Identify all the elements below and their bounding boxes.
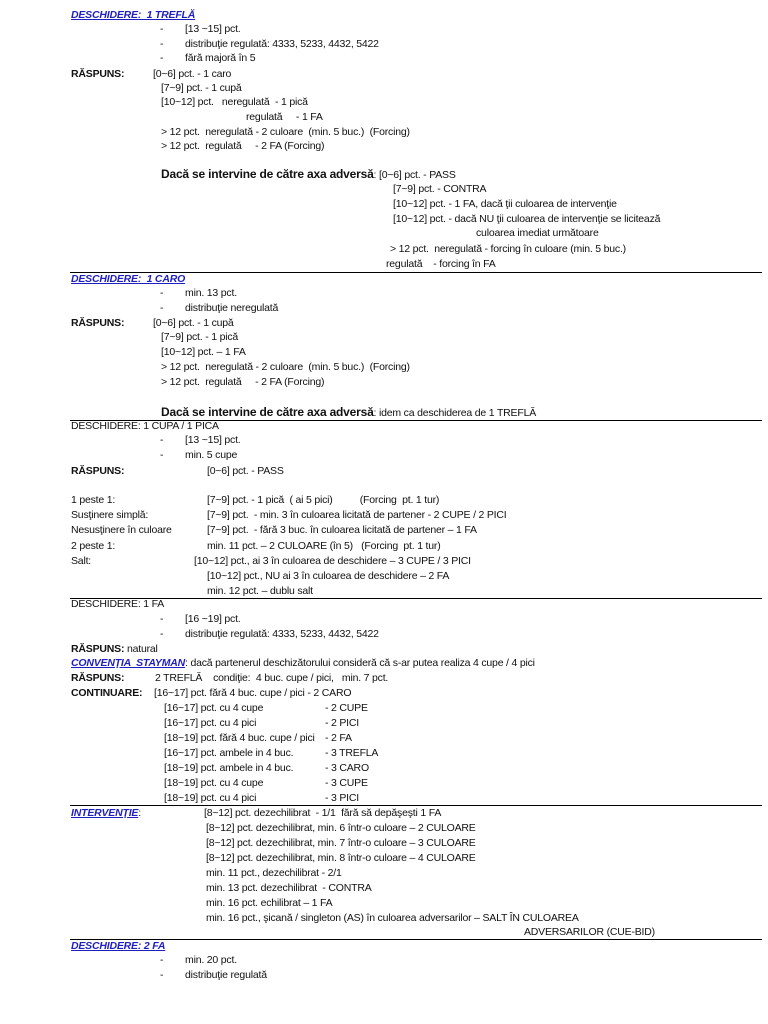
response-line: [10~12] pct., NU ai 3 în culoarea de deschidere – 2 FA: [207, 570, 450, 582]
opening-condition: - [16 ~19] pct.: [160, 613, 241, 625]
response-line: > 12 pct. neregulată - 2 culoare (min. 5 buc.) (Forcing): [161, 361, 410, 373]
response-category: 2 peste 1:: [71, 540, 116, 552]
intervention-line: [8~12] pct. dezechilibrat - 1/1 fără să depăşeşti 1 FA: [204, 807, 442, 819]
response-line: [0~6] pct. - 1 caro: [153, 68, 232, 80]
response-line: [0~6] pct. - 1 cupă: [153, 317, 234, 329]
stayman-text: : dacă partenerul deschizătorului consideră că s-ar putea realiza 4 cupe / 4 pici: [185, 657, 535, 669]
response-label: RĂSPUNS:: [71, 68, 125, 80]
continuation-row-bid: - 3 CARO: [325, 762, 369, 774]
section-heading-interventie: [71, 806, 141, 820]
response-category: Nesusţinere în culoare: [71, 524, 172, 536]
continuation-row-condition: [18~19] pct. fără 4 buc. cupe / pici: [164, 732, 315, 744]
response-category: Susţinere simplă:: [71, 509, 149, 521]
interventie-label: INTERVENŢIE: [71, 807, 139, 819]
response-line: min. 11 pct. – 2 CULOARE (în 5) (Forcing pt. 1 tur): [207, 540, 441, 552]
intervention-line: [8~12] pct. dezechilibrat, min. 6 într-o culoare – 2 CULOARE: [206, 822, 476, 834]
continuation-line: [16~17] pct. fără 4 buc. cupe / pici - 2 CARO: [154, 687, 352, 699]
section-heading-1-fa: DESCHIDERE: 1 FA: [71, 598, 165, 610]
continuation-row-condition: [18~19] pct. ambele in 4 buc.: [164, 762, 294, 774]
opening-condition: - distribuţie regulată: [160, 969, 267, 981]
response-line: [7~9] pct. - fără 3 buc. în culoarea licitată de partener – 1 FA: [207, 524, 477, 536]
stayman-line: [71, 656, 535, 670]
intervention-intro-bold: Dacă se intervine de către axa adversă: [161, 405, 374, 419]
response-line: [7~9] pct. - 1 pică ( ai 5 pici) (Forcing pt. 1 tur): [207, 494, 440, 506]
continuation-row-bid: - 2 CUPE: [325, 702, 368, 714]
continuation-row-bid: - 2 FA: [325, 732, 352, 744]
opening-condition: - [13 ~15] pct.: [160, 23, 241, 35]
intervention-intro-bold: Dacă se intervine de către axa adversă: [161, 167, 374, 181]
response-line: [10~12] pct. neregulată - 1 pică: [161, 96, 308, 108]
section-heading-1-caro: DESCHIDERE: 1 CARO: [71, 273, 186, 285]
continuation-row-bid: - 3 TREFLA: [325, 747, 379, 759]
intervention-line: [10~12] pct. - dacă NU ţii culoarea de intervenţie se licitează: [393, 213, 661, 225]
continuation-row-bid: - 2 PICI: [325, 717, 359, 729]
response-line: regulată - 1 FA: [246, 111, 323, 123]
opening-condition: - min. 5 cupe: [160, 449, 238, 461]
intervention-line: [8~12] pct. dezechilibrat, min. 8 într-o culoare – 4 CULOARE: [206, 852, 476, 864]
section-heading-1-cupa-pica: DESCHIDERE: 1 CUPA / 1 PICA: [71, 420, 219, 432]
response-line: [7~9] pct. - 1 pică: [161, 331, 239, 343]
response-category: 1 peste 1:: [71, 494, 116, 506]
intervention-intro: [161, 405, 536, 420]
response-label: RĂSPUNS:: [71, 317, 125, 329]
section-divider: [70, 598, 762, 599]
response-label: RĂSPUNS:: [71, 672, 125, 684]
response-label: RĂSPUNS:: [71, 465, 125, 477]
stayman-label: CONVENŢIA STAYMAN: [71, 657, 186, 669]
intervention-intro: [161, 167, 456, 182]
response-category: Salt:: [71, 555, 92, 567]
response-label: RĂSPUNS:: [71, 643, 125, 655]
response-line: 2 TREFLĂ condiţie: 4 buc. cupe / pici, min. 7 pct.: [155, 672, 389, 684]
intervention-line: regulată - forcing în FA: [386, 258, 496, 270]
response-line: [10~12] pct. – 1 FA: [161, 346, 246, 358]
opening-condition: - distribuţie regulată: 4333, 5233, 4432, 5422: [160, 38, 379, 50]
opening-condition: - [13 ~15] pct.: [160, 434, 241, 446]
response-line: min. 12 pct. – dublu salt: [207, 585, 313, 597]
opening-condition: - distribuţie regulată: 4333, 5233, 4432, 5422: [160, 628, 379, 640]
intervention-intro-rest: : idem ca deschiderea de 1 TREFLĂ: [373, 407, 537, 419]
continuation-row-condition: [16~17] pct. ambele in 4 buc.: [164, 747, 294, 759]
continuation-row-condition: [16~17] pct. cu 4 cupe: [164, 702, 264, 714]
opening-condition: - min. 20 pct.: [160, 954, 237, 966]
intervention-line: [7~9] pct. - CONTRA: [393, 183, 487, 195]
opening-condition: - fără majoră în 5: [160, 52, 256, 64]
continuation-row-condition: [18~19] pct. cu 4 pici: [164, 792, 257, 804]
section-heading-1-trefla: DESCHIDERE: 1 TREFLĂ: [71, 9, 196, 21]
continuation-label: CONTINUARE:: [71, 687, 143, 699]
response-line: [7~9] pct. - 1 cupă: [161, 82, 242, 94]
response-line: > 12 pct. neregulată - 2 culoare (min. 5 buc.) (Forcing): [161, 126, 410, 138]
response-line: > 12 pct. regulată - 2 FA (Forcing): [161, 140, 325, 152]
section-divider: [70, 939, 762, 940]
continuation-row-condition: [16~17] pct. cu 4 pici: [164, 717, 257, 729]
intervention-line: [10~12] pct. - 1 FA, dacă ţii culoarea de intervenţie: [393, 198, 617, 210]
continuation-row-bid: - 3 CUPE: [325, 777, 368, 789]
continuation-row-condition: [18~19] pct. cu 4 cupe: [164, 777, 264, 789]
intervention-line: > 12 pct. neregulată - forcing în culoare (min. 5 buc.): [390, 243, 626, 255]
intervention-line: [8~12] pct. dezechilibrat, min. 7 într-o culoare – 3 CULOARE: [206, 837, 476, 849]
interventie-colon: :: [138, 807, 141, 819]
response-line: [0~6] pct. - PASS: [207, 465, 284, 477]
opening-condition: - distribuţie neregulată: [160, 302, 279, 314]
intervention-line: min. 13 pct. dezechilibrat - CONTRA: [206, 882, 372, 894]
continuation-row-bid: - 3 PICI: [325, 792, 359, 804]
response-value: natural: [124, 643, 158, 655]
intervention-line: min. 11 pct., dezechilibrat - 2/1: [206, 867, 342, 879]
response-natural: [71, 642, 158, 656]
opening-condition: - min. 13 pct.: [160, 287, 237, 299]
section-heading-2-fa: DESCHIDERE: 2 FA: [71, 940, 166, 952]
intervention-line: min. 16 pct. echilibrat – 1 FA: [206, 897, 333, 909]
response-line: > 12 pct. regulată - 2 FA (Forcing): [161, 376, 325, 388]
intervention-line: ADVERSARILOR (CUE-BID): [524, 926, 655, 938]
response-line: [7~9] pct. - min. 3 în culoarea licitată de partener - 2 CUPE / 2 PICI: [207, 509, 507, 521]
response-line: [10~12] pct., ai 3 în culoarea de deschidere – 3 CUPE / 3 PICI: [194, 555, 471, 567]
intervention-line: min. 16 pct., şicană / singleton (AS) în culoarea adversarilor – SALT ÎN CULOAREA: [206, 912, 579, 924]
intervention-line: culoarea imediat următoare: [476, 227, 599, 239]
intervention-intro-rest: : [0~6] pct. - PASS: [373, 169, 456, 181]
